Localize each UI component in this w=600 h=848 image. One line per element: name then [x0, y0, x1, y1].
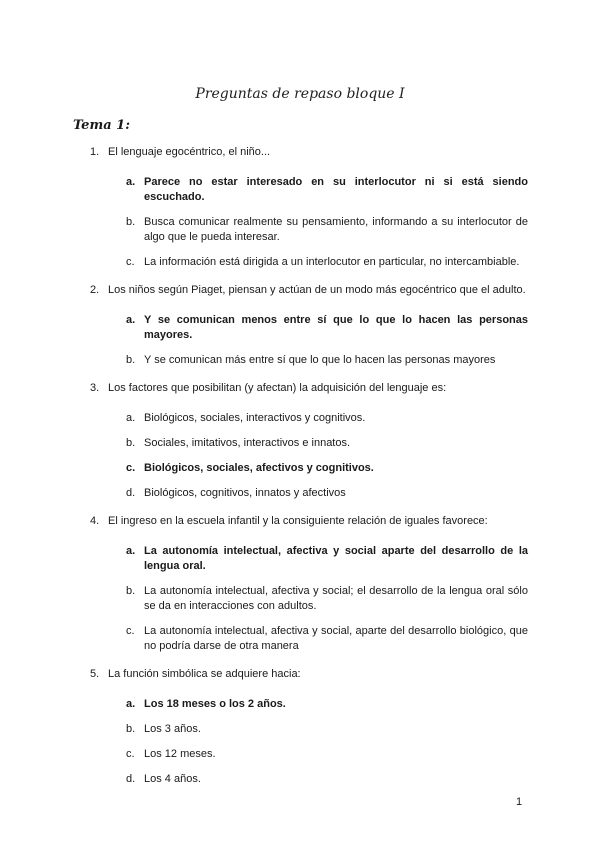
- answer-option: [126, 584, 528, 614]
- question-number: 2.: [90, 284, 100, 296]
- option-list: [0, 313, 600, 368]
- question-4: [90, 514, 528, 529]
- option-letter: b.: [126, 585, 136, 597]
- option-text: Los 3 años.: [144, 723, 201, 735]
- option-text: Los 18 meses o los 2 años.: [144, 698, 286, 710]
- answer-option: [126, 624, 528, 654]
- question-text: El lenguaje egocéntrico, el niño...: [108, 146, 271, 158]
- option-text: Biológicos, sociales, afectivos y cognitivos.: [144, 462, 374, 474]
- answer-option-correct: [126, 461, 528, 476]
- question-text: Los factores que posibilitan (y afectan) la adquisición del lenguaje es:: [108, 382, 447, 394]
- answer-option: [126, 486, 528, 501]
- question-number: 4.: [90, 515, 100, 527]
- option-list: [0, 544, 600, 654]
- option-list: [0, 697, 600, 787]
- question-number: 5.: [90, 668, 100, 680]
- option-list: [0, 175, 600, 270]
- option-letter: d.: [126, 773, 136, 785]
- question-text: La función simbólica se adquiere hacia:: [108, 668, 301, 680]
- option-text: Los 4 años.: [144, 773, 201, 785]
- option-letter: b.: [126, 354, 136, 366]
- question-number: 3.: [90, 382, 100, 394]
- page-number: 1: [516, 796, 523, 808]
- section-heading: Tema 1:: [73, 118, 131, 133]
- option-letter: d.: [126, 487, 136, 499]
- option-text: Parece no estar interesado en su interlocutor ni si está siendo escuchado.: [144, 176, 528, 203]
- question-text: Los niños según Piaget, piensan y actúan de un modo más egocéntrico que el adulto.: [108, 284, 526, 296]
- option-letter: a.: [126, 545, 136, 557]
- option-letter: a.: [126, 412, 136, 424]
- option-text: Y se comunican menos entre sí que lo que lo hacen las personas mayores.: [144, 314, 528, 341]
- answer-option-correct: [126, 313, 528, 343]
- question-5: [90, 667, 528, 682]
- option-text: Sociales, imitativos, interactivos e innatos.: [144, 437, 351, 449]
- question-number: 1.: [90, 146, 100, 158]
- option-text: Busca comunicar realmente su pensamiento, informando a su interlocutor de algo que le pueda interesar.: [144, 216, 528, 243]
- option-text: La autonomía intelectual, afectiva y social; el desarrollo de la lengua oral sólo se da en interacciones con adultos.: [144, 585, 528, 612]
- option-text: La autonomía intelectual, afectiva y social aparte del desarrollo de la lengua oral.: [144, 545, 528, 572]
- question-2: [90, 283, 528, 298]
- page-title: Preguntas de repaso bloque I: [195, 86, 405, 102]
- answer-option-correct: [126, 544, 528, 574]
- option-text: La autonomía intelectual, afectiva y social, aparte del desarrollo biológico, que no podría darse de otra manera: [144, 625, 528, 652]
- option-letter: a.: [126, 698, 136, 710]
- option-letter: b.: [126, 216, 136, 228]
- option-text: Biológicos, cognitivos, innatos y afectivos: [144, 487, 346, 499]
- option-letter: b.: [126, 723, 136, 735]
- answer-option: [126, 436, 528, 451]
- question-text: El ingreso en la escuela infantil y la consiguiente relación de iguales favorece:: [108, 515, 488, 527]
- option-text: Los 12 meses.: [144, 748, 216, 760]
- answer-option-correct: [126, 697, 528, 712]
- option-text: Biológicos, sociales, interactivos y cognitivos.: [144, 412, 366, 424]
- option-text: La información está dirigida a un interlocutor en particular, no intercambiable.: [144, 256, 520, 268]
- question-1: [90, 145, 528, 160]
- option-list: [0, 411, 600, 501]
- option-letter: a.: [126, 176, 136, 188]
- option-letter: c.: [126, 462, 136, 474]
- question-3: [90, 381, 528, 396]
- option-text: Y se comunican más entre sí que lo que lo hacen las personas mayores: [144, 354, 496, 366]
- answer-option: [126, 353, 528, 368]
- option-letter: b.: [126, 437, 136, 449]
- option-letter: c.: [126, 625, 135, 637]
- question-list: [0, 145, 600, 800]
- answer-option: [126, 722, 528, 737]
- answer-option: [126, 255, 528, 270]
- answer-option: [126, 411, 528, 426]
- option-letter: c.: [126, 748, 135, 760]
- option-letter: c.: [126, 256, 135, 268]
- answer-option-correct: [126, 175, 528, 205]
- answer-option: [126, 772, 528, 787]
- answer-option: [126, 215, 528, 245]
- option-letter: a.: [126, 314, 136, 326]
- answer-option: [126, 747, 528, 762]
